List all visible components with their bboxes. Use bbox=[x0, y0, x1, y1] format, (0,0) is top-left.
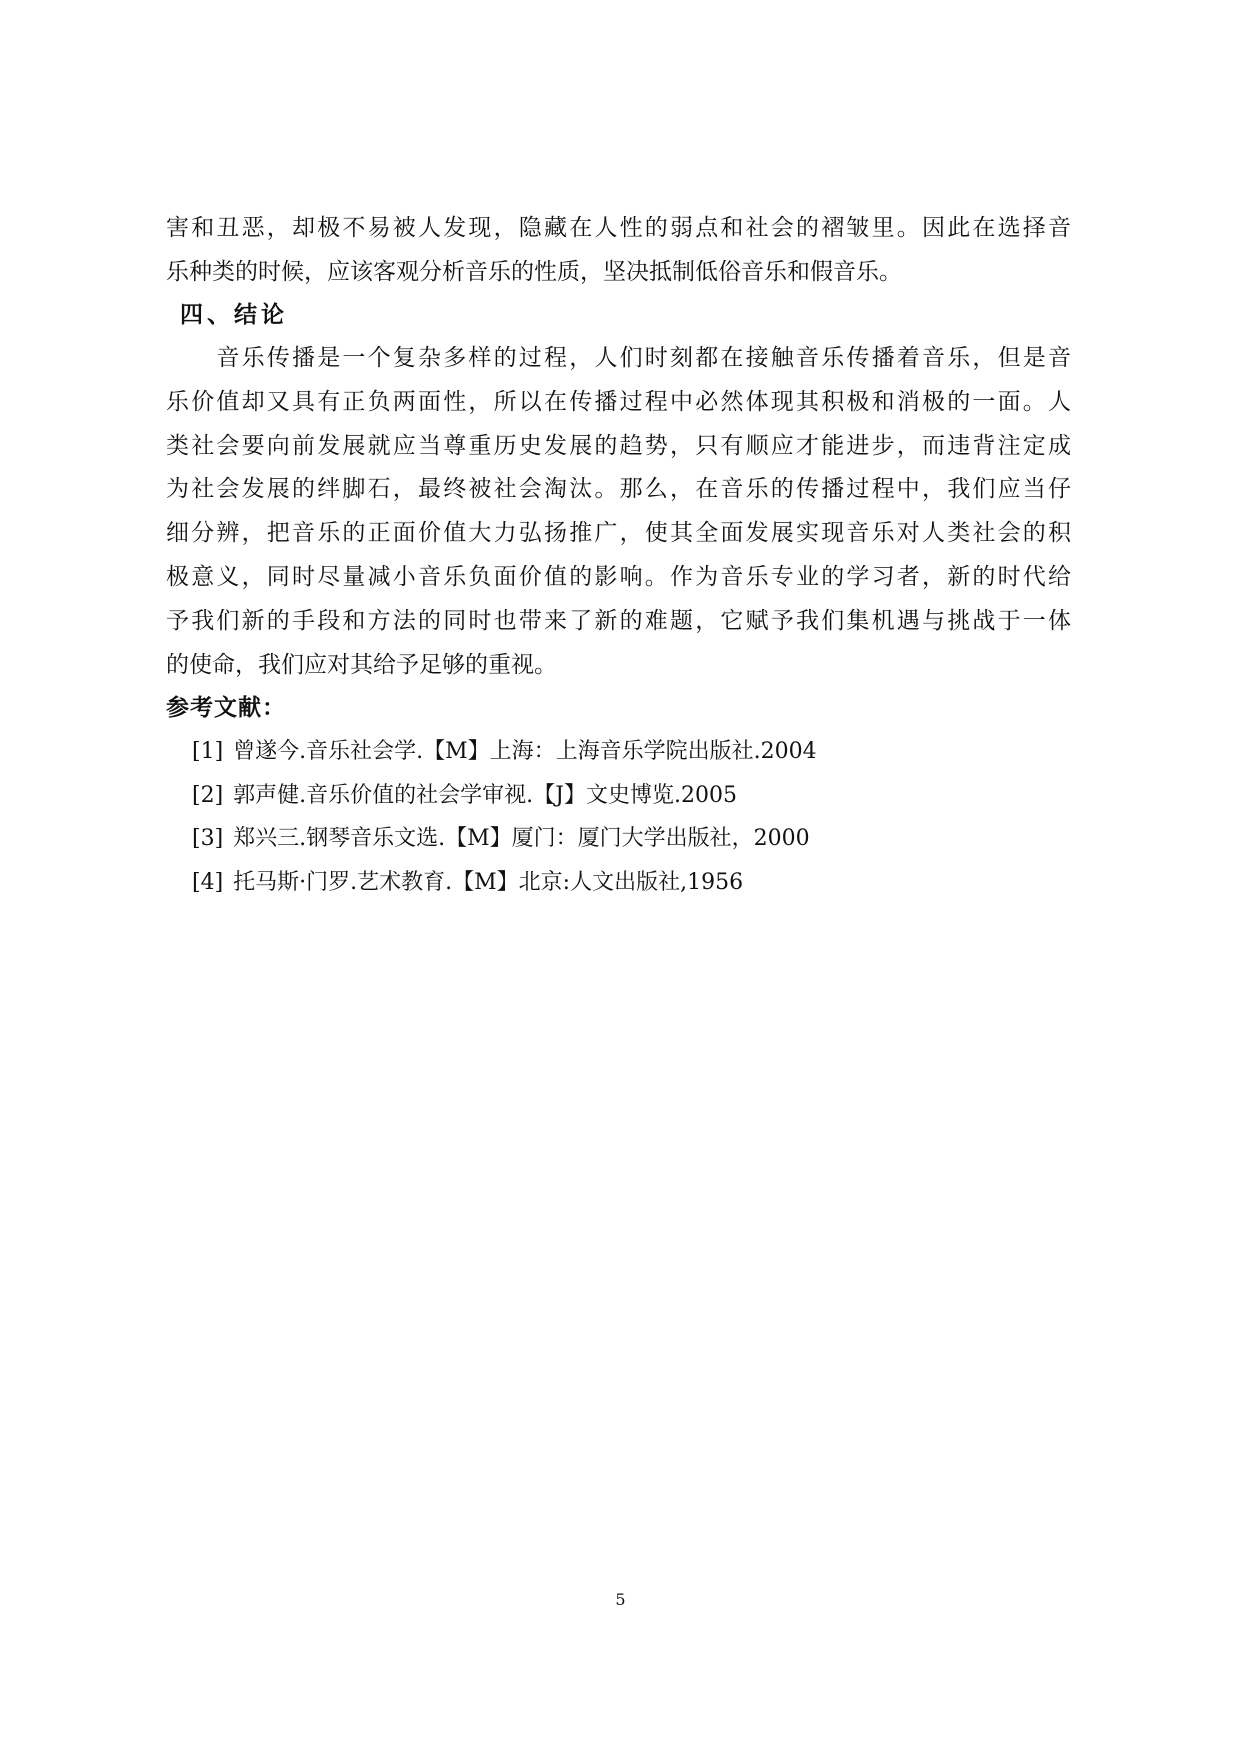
reference-text: 曾遂今.音乐社会学.【M】上海：上海音乐学院出版社.2004 bbox=[233, 739, 817, 764]
paragraph-line: 为社会发展的绊脚石，最终被社会淘汰。那么，在音乐的传播过程中，我们应当仔 bbox=[166, 476, 1071, 502]
reference-item bbox=[192, 780, 737, 812]
reference-item bbox=[192, 867, 743, 899]
paragraph-line: 音乐传播是一个复杂多样的过程，人们时刻都在接触音乐传播着音乐，但是音 bbox=[166, 345, 1071, 371]
reference-number: [4] bbox=[192, 870, 224, 895]
references-heading: 参考文献： bbox=[166, 695, 286, 721]
reference-number: [3] bbox=[192, 826, 224, 851]
reference-number: [1] bbox=[192, 739, 224, 764]
paragraph-line: 予我们新的手段和方法的同时也带来了新的难题，它赋予我们集机遇与挑战于一体 bbox=[166, 608, 1071, 634]
reference-text: 郑兴三.钢琴音乐文选.【M】厦门：厦门大学出版社，2000 bbox=[233, 826, 810, 851]
page-number: 5 bbox=[615, 1590, 626, 1609]
paragraph-line: 的使命，我们应对其给予足够的重视。 bbox=[166, 652, 557, 678]
reference-item bbox=[192, 736, 817, 768]
section-heading: 四、结论 bbox=[180, 302, 288, 328]
paragraph-line: 乐价值却又具有正负两面性，所以在传播过程中必然体现其积极和消极的一面。人 bbox=[166, 389, 1071, 415]
paragraph-line: 害和丑恶，却极不易被人发现，隐藏在人性的弱点和社会的褶皱里。因此在选择音 bbox=[166, 215, 1071, 241]
reference-item bbox=[192, 823, 810, 855]
reference-text: 郭声健.音乐价值的社会学审视.【J】文史博览.2005 bbox=[233, 783, 737, 808]
paragraph-line: 细分辨，把音乐的正面价值大力弘扬推广，使其全面发展实现音乐对人类社会的积 bbox=[166, 520, 1071, 546]
paragraph-line: 类社会要向前发展就应当尊重历史发展的趋势，只有顺应才能进步，而违背注定成 bbox=[166, 433, 1071, 459]
reference-number: [2] bbox=[192, 783, 224, 808]
paragraph-line: 乐种类的时候，应该客观分析音乐的性质，坚决抵制低俗音乐和假音乐。 bbox=[166, 259, 902, 285]
paragraph-line: 极意义，同时尽量减小音乐负面价值的影响。作为音乐专业的学习者，新的时代给 bbox=[166, 564, 1071, 590]
reference-text: 托马斯·门罗.艺术教育.【M】北京:人文出版社,1956 bbox=[233, 870, 744, 895]
